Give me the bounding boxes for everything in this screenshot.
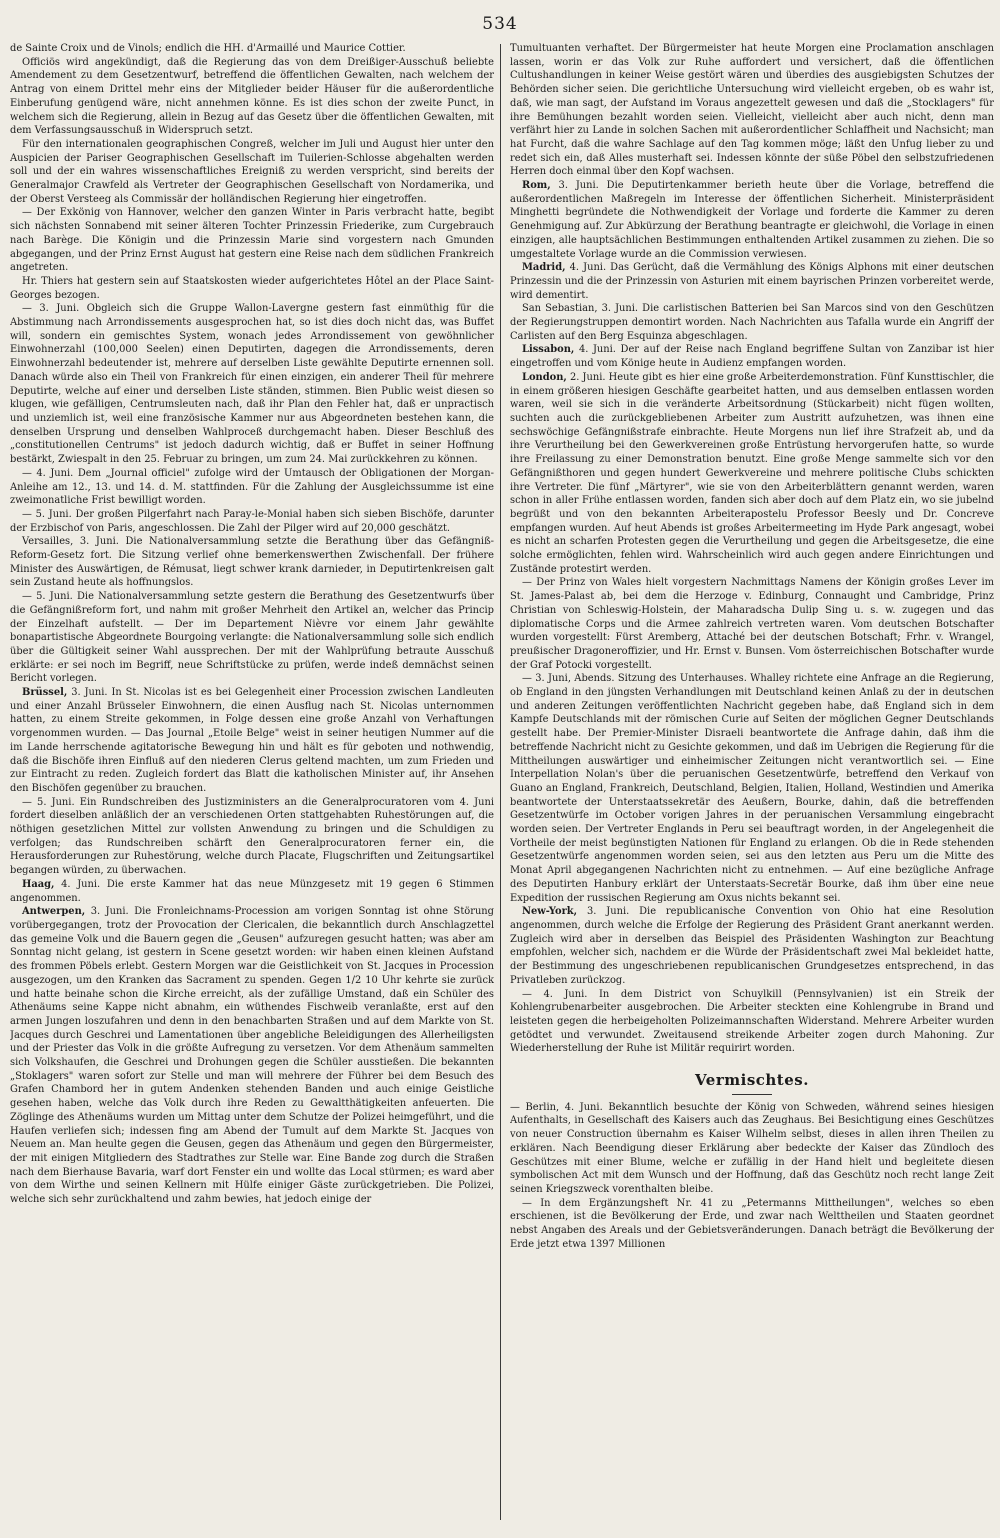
article-dateline: Brüssel, (22, 687, 68, 699)
article-paragraph (510, 672, 994, 905)
section-articles (510, 1101, 994, 1252)
article-text: — In dem Ergänzungsheft Nr. 41 zu „Petermanns Mittheilungen", welches so eben erschienen, ist die Bevölkerung der Erde, und zwar nach Welttheilen und Staaten geordnet nebst Angaben des Areals und der Gebietsveränderungen. Danach beträgt die Bevölkerung der Erde jetzt etwa 1397 Millionen (510, 1197, 994, 1250)
article-text: — Der Prinz von Wales hielt vorgestern Nachmittags Namens der Königin großes Lever im St. James-Palast ab, bei dem die Herzoge v. Edinburg, Connaught und Cambridge, Prinz Christian von Schleswig-Holstein, der Maharadscha Dulip Sing u. s. w. zugegen und das diplomatische Corps und die Armee zahlreich vertreten waren. Vom deutschen Botschafter wurden vorgestellt: Fürst Aremberg, Attaché bei der deutschen Botschaft; Frhr. v. Wrangel, preußischer Dragoneroffizier, und Hr. Ernst v. Bunsen. Vom österreichischen Botschafter wurde der Graf Potocki vorgestellt. (510, 577, 994, 671)
article-paragraph (10, 905, 494, 1206)
section-rule (732, 1094, 772, 1095)
article-paragraph (10, 275, 494, 302)
article-text: de Sainte Croix und de Vinols; endlich die HH. d'Armaillé und Maurice Cottier. (10, 43, 406, 54)
article-paragraph (10, 206, 494, 275)
article-paragraph (10, 686, 494, 796)
column-divider (500, 44, 501, 1520)
article-dateline: Haag, (22, 878, 55, 890)
article-paragraph (10, 56, 494, 138)
article-text: Officiös wird angekündigt, daß die Regierung das von dem Dreißiger-Ausschuß beliebte Amendement zu dem Gesetzentwurf, betreffend die öffentlichen Gewalten, nach welchem der Antrag von einem Drittel mehr eins der Mitglieder beider Häuser für die außerordentliche Einberufung genügend wäre, nicht annehmen könne. Es ist dies schon der zweite Punct, in welchem sich die Regierung, allein in Bezug auf das Gesetz über die öffentlichen Gewalten, mit dem Verfassungsausschuß in Widerspruch setzt. (10, 56, 494, 137)
section-title: Vermischtes. (695, 1071, 809, 1090)
article-dateline: Lissabon, (522, 344, 575, 356)
article-text: — 5. Juni. Ein Rundschreiben des Justizministers an die Generalprocuratoren vom 4. Juni fordert dieselben anläßlich der an verschiedenen Orten stattgehabten Ruhestörungen auf, die nöthigen gesetzlichen Mittel zur vollsten Anwendung zu bringen und die Schuldigen zu verfolgen; das Rundschreiben schärft den Generalprocuratoren ferner ein, die Herausforderungen zur Ruhestörung, welche durch Placate, Flugschriften und Zeitungsartikel begangen würden, zu überwachen. (10, 796, 494, 877)
article-text: 3. Juni. Die Deputirtenkammer berieth heute über die Vorlage, betreffend die außerordentlichen Maßregeln im Interesse der öffentlichen Sicherheit. Ministerpräsident Minghetti begründete die Nothwendigkeit der Vorlage und forderte die Kammer zu deren Genehmigung auf. Zur Abkürzung der Berathung beantragte er gleichwohl, die Vorlage in einen einzigen, alle hauptsächlichen Bestimmungen enthaltenden Artikel zusammen zu ziehen. Die so umgestaltete Vorlage wurde an die Commission verwiesen. (510, 180, 994, 260)
article-dateline: New-York, (522, 906, 578, 918)
article-paragraph (10, 590, 494, 686)
right-articles (510, 42, 994, 1056)
article-text: 4. Juni. Das Gerücht, daß die Vermählung des Königs Alphons mit einer deutschen Prinzessin und die der Prinzessin von Asturien mit einem bayrischen Prinzen vorbereitet werde, wird dementirt. (510, 262, 994, 301)
left-column (10, 42, 494, 1526)
article-text: — Berlin, 4. Juni. Bekanntlich besuchte der König von Schweden, während seines hiesigen Aufenthalts, in Gesellschaft des Kaisers auch das Zeughaus. Bei Besichtigung eines Geschützes von neuer Construction übernahm es Kaiser Wilhelm selbst, dieses in allen ihren Theilen zu erklären. Nach Beendigung dieser Erklärung aber bedeckte der Kaiser das Zündloch des Geschützes mit einer Blume, welche er zufällig in der Hand hielt und begleitete diesen symbolischen Act mit dem Wunsch und der Hoffnung, daß das Geschütz noch recht lange Zeit seinen Kriegszweck vorenthalten bleibe. (510, 1101, 994, 1195)
article-paragraph (10, 302, 494, 466)
article-text: — 3. Juni. Obgleich sich die Gruppe Wallon-Lavergne gestern fast einmüthig für die Abstimmung nach Arrondissements ausgesprochen hat, so ist dies doch nicht das, was Buffet will, sondern ein gemischtes System, wonach jedes Arrondissement von gewöhnlicher Einwohnerzahl (100,000 Seelen) einen Deputirten, dagegen die Arrondissements, deren Einwohnerzahl bedeutender ist, mehrere auf derselben Liste gewählte Deputirte ernennen soll. Danach würde also ein Theil von Frankreich für einen einzigen, ein anderer Theil für mehrere Deputirte, welche auf einer und derselben Liste ständen, stimmen. Bien Public weist diesen so klugen, wie gefälligen, Centrumsleuten nach, daß ihr Plan den Fehler hat, daß er unpractisch und unziemlich ist, weil eine französische Kammer nur aus Abgeordneten bestehen kann, die denselben Ursprung und denselben Wahlproceß durchgemacht haben. Dieser Beschluß des „constitutionellen Centrums" ist jedoch dadurch wichtig, daß er Buffet in seiner Hoffnung bestärkt, Zwiespalt in den 25. Februar zu bringen, um zum 24. Mai zurückkehren zu können. (10, 303, 494, 466)
article-text: Für den internationalen geographischen Congreß, welcher im Juli und August hier unter den Auspicien der Pariser Geographischen Gesellschaft im Tuilerien-Schlosse abgehalten werden soll und der ein wahres wissenschaftliches Ereigniß zu werden verspricht, sind bereits der Generalmajor Crawfeld als Vertreter der Geographischen Gesellschaft von Nordamerika, und der Oberst Versteeg als Commissär der holländischen Regierung hier eingetroffen. (10, 138, 494, 205)
article-text: Hr. Thiers hat gestern sein auf Staatskosten wieder aufgerichtetes Hôtel an der Place Saint-Georges bezogen. (10, 275, 494, 301)
article-paragraph (510, 576, 994, 672)
article-text: 3. Juni. Die republicanische Convention von Ohio hat eine Resolution angenommen, durch welche die Erfolge der Regierung des Präsident Grant anerkannt werden. Zugleich wird aber in derselben das Beispiel des Präsidenten Washington zur Beachtung empfohlen, welcher sich, nachdem er die Würde der Präsidentschaft zwei Mal bekleidet hatte, der Bestimmung des ungeschriebenen republicanischen Grundgesetzes entsprechend, in das Privatleben zurückzog. (510, 906, 994, 986)
article-paragraph (10, 878, 494, 905)
article-paragraph (510, 988, 994, 1057)
article-text: 4. Juni. Die erste Kammer hat das neue Münzgesetz mit 19 gegen 6 Stimmen angenommen. (10, 878, 494, 904)
article-text: — Der Exkönig von Hannover, welcher den ganzen Winter in Paris verbracht hatte, begibt sich nächsten Sonnabend mit seiner älteren Tochter Prinzessin Friederike, zum Curgebrauch nach Barège. Die Königin und die Prinzessin Marie sind vorgestern nach Gmunden abgegangen, und der Prinz Ernst August hat gestern eine Reise nach dem südlichen Frankreich angetreten. (10, 207, 494, 274)
article-paragraph (510, 179, 994, 261)
page-number: 534 (482, 14, 518, 34)
article-text: — 5. Juni. Der großen Pilgerfahrt nach Paray-le-Monial haben sich sieben Bischöfe, darunter der Erzbischof von Paris, angeschlossen. Die Zahl der Pilger wird auf 20,000 geschätzt. (10, 508, 494, 534)
article-paragraph (510, 343, 994, 370)
article-paragraph (10, 508, 494, 535)
article-text: Tumultuanten verhaftet. Der Bürgermeister hat heute Morgen eine Proclamation anschlagen lassen, worin er das Volk zur Ruhe auffordert und versichert, daß die öffentlichen Cultushandlungen in keiner Weise gestört wären und überdies des ausgiebigsten Schutzes der Behörden sicher seien. Die gerichtliche Untersuchung wird vielleicht ergeben, ob es wahr ist, daß, wie man sagt, der Aufstand im Voraus angezettelt gewesen und daß die „Stocklagers" für ihre Bemühungen bezahlt worden seien. Vielleicht, vielleicht aber auch nicht, denn man verfährt hier zu Lande in solchen Sachen mit außerordentlicher Schlaffheit und Nachsicht; man hat Furcht, daß die wahre Sachlage auf den Tag kommen möge; läßt den Unfug lieber zu und redet sich ein, daß Alles musterhaft sei. Indessen könnte der süße Pöbel den selbstzufriedenen Herren doch einmal über den Kopf wachsen. (510, 43, 994, 178)
article-text: 3. Juni. In St. Nicolas ist es bei Gelegenheit einer Procession zwischen Landleuten und einer Anzahl Brüsseler Einwohnern, die einen Ausflug nach St. Nicolas unternommen hatten, zu einem Streite gekommen, in Folge dessen eine große Anzahl von Verhaftungen vorgenommen wurden. — Das Journal „Etoile Belge" weist in seiner heutigen Nummer auf die im Lande herrschende agitatorische Bewegung hin und hält es für geboten und nothwendig, daß die Bischöfe ihren Einfluß auf den niederen Clerus geltend machten, um zum Frieden und zur Eintracht zu reden. Zugleich fordert das Blatt die katholischen Minister auf, ihr Ansehen den Bischöfen gegenüber zu brauchen. (10, 687, 494, 794)
article-paragraph (10, 535, 494, 590)
article-paragraph (510, 1101, 994, 1197)
article-dateline: Rom, (522, 180, 551, 192)
article-dateline: Madrid, (522, 262, 566, 274)
article-text: — 3. Juni, Abends. Sitzung des Unterhauses. Whalley richtete eine Anfrage an die Regierung, ob England in den jüngsten Verhandlungen mit Deutschland keinen Anlaß zu der in deutschen und anderen Zeitungen veröffentlichten Nachricht gegeben habe, daß England sich in dem Kampfe Deutschlands mit der römischen Curie auf Seiten der möglichen Gegner Deutschlands gestellt habe. Der Premier-Minister Disraeli beantwortete die Anfrage dahin, daß ihm die betreffende Nachricht nicht zu Gesichte gekommen, und daß im Uebrigen die Regierung für die Mittheilungen auswärtiger und einheimischer Zeitungen nicht verantwortlich sei. — Eine Interpellation Nolan's über die peruanischen Gesetzentwürfe, betreffend den Verkauf von Guano an England, Frankreich, Deutschland, Belgien, Italien, Holland, Westindien und Amerika beantwortete der Unterstaatssekretär des Aeußern, Bourke, dahin, daß die betreffenden Gesetzentwürfe im October vorigen Jahres in der peruanischen Versammlung eingebracht worden seien. Der Vertreter Englands in Peru sei beauftragt worden, in der Angelegenheit die Vortheile der meist begünstigten Nationen für England zu erlangen. Ob die in Rede stehenden Gesetzentwürfe angenommen worden seien, sei aus den letzten aus Peru um die Mitte des Monat April abgegangenen Nachrichten nicht zu entnehmen. — Auf eine bezügliche Anfrage des Deputirten Hanbury erklärt der Unterstaats-Secretär Bourke, daß ihm über eine neue Expedition der russischen Regierung am Oxus nichts bekannt sei. (510, 673, 994, 904)
article-text: 2. Juni. Heute gibt es hier eine große Arbeiterdemonstration. Fünf Kunsttischler, die in einem größeren hiesigen Geschäfte gearbeitet hatten, und aus demselben entlassen worden waren, weil sie sich in die veränderte Arbeitsordnung (Stückarbeit) nicht fügen wollten, suchten auch die zurückgebliebenen Arbeiter zum Austritt aufzuhetzen, was ihnen eine sechswöchige Gefängnißstrafe einbrachte. Heute Morgens nun lief ihre Strafzeit ab, und da ihre Verurtheilung bei den Gewerkvereinen große Entrüstung hervorgerufen hatte, so wurde ihre Freilassung zu einer Demonstration benutzt. Eine große Menge sammelte sich vor den Gefängnißthoren und gegen hundert Gewerkvereine und mehrere politische Clubs schickten ihre Vertreter. Die fünf „Märtyrer", wie sie von den Arbeiterblättern genannt werden, waren schon in aller Frühe entlassen worden, fanden sich aber doch auf dem Platz ein, wo sie jubelnd begrüßt und von den bekannten Arbeiterapostelu Professor Beesly und Dr. Concreve empfangen wurden. Auf heut Abends ist großes Arbeitermeeting im Hyde Park angesagt, wobei es nicht an scharfen Protesten gegen die Verurtheilung und gegen die Arbeitsgesetze, die eine solche ermöglichten, fehlen wird. Wahrscheinlich wird auch gegen andere Einrichtungen und Zustände protestirt werden. (510, 371, 994, 575)
article-paragraph (10, 42, 494, 56)
article-dateline: London, (522, 371, 567, 383)
article-text: 3. Juni. Die Fronleichnams-Procession am vorigen Sonntag ist ohne Störung vorübergegangen, trotz der Provocation der Clericalen, die bekanntlich durch Anschlagzettel das gemeine Volk und die Bauern gegen die „Geusen" aufzuregen gesucht hatten; was aber am Sonntag nicht gelang, ist gestern in Scene gesetzt worden: wir haben einen kleinen Aufstand des frommen Pöbels erlebt. Gestern Morgen war die Geistlichkeit von St. Jacques in Procession ausgezogen, um den Kranken das Sacrament zu spenden. Gegen 1/2 10 Uhr kehrte sie zurück und hatte beinahe schon die Kirche erreicht, als der zufällige Umstand, daß ein Schüler des Athenäums seine Kappe nicht abnahm, ein wüthendes Fischweib veranlaßte, erst auf den armen Jungen loszufahren und denn in den benachbarten Straßen und auf dem Markte von St. Jacques durch Geschrei und Lamentationen über angebliche Beleidigungen des Allerheiligsten und der Priester das Volk in die größte Aufregung zu versetzen. Vor dem Athenäum sammelten sich Volkshaufen, die Geschrei und Drohungen gegen die Schüler ausstießen. Die bekannten „Stoklagers" waren sofort zur Stelle und man will mehrere der Führer bei dem Besuch des Grafen Chambord her in gutem Andenken stehenden Banden und auch einige Geistliche gesehen haben, welche das Volk durch ihre Reden zu Gewaltthätigkeiten anfeuerten. Die Zöglinge des Athenäums wurden um Mittag unter dem Schutze der Polizei heimgeführt, und die Haufen verliefen sich; indessen fing am Abend der Tumult auf dem Markte St. Jacques von Neuem an. Man heulte gegen die Geusen, gegen das Athenäum und gegen den Bürgermeister, der mit einigen Mitgliedern des Stadtrathes zur Stelle war. Eine Bande zog durch die Straßen nach dem Bierhause Bavaria, warf dort Fenster ein und wollte das Local stürmen; es ward aber von dem Wirthe und seinen Kellnern mit Hülfe einiger Gäste zurückgetrieben. Die Polizei, welche sich sehr zurückhaltend und zahm bewies, hat jedoch einige der (10, 906, 494, 1206)
article-text: 4. Juni. Der auf der Reise nach England begriffene Sultan von Zanzibar ist hier eingetroffen und vom Könige heute in Audienz empfangen worden. (510, 344, 994, 370)
article-paragraph (10, 138, 494, 207)
article-text: Versailles, 3. Juni. Die Nationalversammlung setzte die Berathung über das Gefängniß-Reform-Gesetz fort. Die Sitzung verlief ohne bemerkenswerthen Zwischenfall. Der frühere Minister des Auswärtigen, de Rémusat, liegt schwer krank darnieder, in Deputirtenkreisen galt sein Zustand heute als hoffnungslos. (10, 536, 494, 589)
article-paragraph (510, 261, 994, 302)
right-column (510, 42, 994, 1526)
article-paragraph (510, 905, 994, 987)
article-text: — 4. Juni. Dem „Journal officiel" zufolge wird der Umtausch der Obligationen der Morgan-Anleihe am 12., 13. und 14. d. M. stattfinden. Für die Zahlung der Ausgleichssumme ist eine zweimonatliche Frist bewilligt worden. (10, 467, 494, 507)
article-text: — 4. Juni. In dem District von Schuylkill (Pennsylvanien) ist ein Streik der Kohlengrubenarbeiter ausgebrochen. Die Arbeiter steckten eine Kohlengrube in Brand und leisteten gegen die herbeigeholten Polizeimannschaften Widerstand. Mehrere Arbeiter wurden getödtet und verwundet. Zweitausend streikende Arbeiter zogen durch Mahoning. Zur Wiederherstellung der Ruhe ist Militär requirirt worden. (510, 988, 994, 1055)
article-paragraph (510, 302, 994, 343)
article-paragraph (10, 467, 494, 508)
article-paragraph (510, 371, 994, 577)
article-text: San Sebastian, 3. Juni. Die carlistischen Batterien bei San Marcos sind von den Geschützen der Regierungstruppen demontirt worden. Nach Nachrichten aus Tafalla wurde ein Angriff der Carlisten auf den Berg Esquinza abgeschlagen. (510, 303, 994, 342)
article-paragraph (10, 796, 494, 878)
article-dateline: Antwerpen, (22, 906, 86, 918)
article-text: — 5. Juni. Die Nationalversammlung setzte gestern die Berathung des Gesetzentwurfs über die Gefängnißreform fort, und nahm mit großer Mehrheit den Artikel an, welcher das Princip der Einzelhaft aufstellt. — Der im Departement Nièvre vor einem Jahr gewählte bonapartistische Abgeordnete Bourgoing verlangte: die Nationalversammlung solle sich endlich über die Gültigkeit seiner Wahl aussprechen. Der mit der Wahlprüfung betraute Ausschuß erklärte: er sei noch im Begriff, neue Schriftstücke zu prüfen, werde indeß demnächst seinen Bericht vorlegen. (10, 591, 494, 685)
article-paragraph (510, 1197, 994, 1252)
article-paragraph (510, 42, 994, 179)
